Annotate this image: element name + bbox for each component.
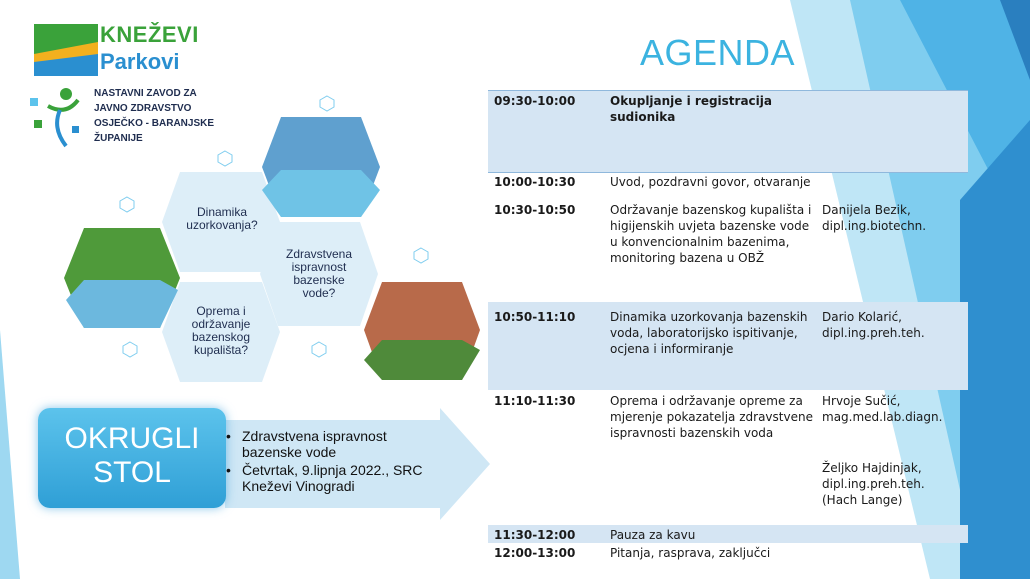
topic-cell: Uvod, pozdravni govor, otvaranje (610, 175, 811, 189)
event-details (226, 428, 431, 496)
institute-name (94, 86, 244, 146)
bullet-date-location: • Četvrtak, 9.lipnja 2022., SRC Kneževi Vinogradi (226, 462, 431, 494)
row-divider (488, 172, 968, 173)
logo-line1: KNEŽEVI (100, 22, 199, 47)
badge-line2: STOL (93, 456, 171, 489)
topic-cell: Pauza za kavu (610, 528, 696, 542)
time-cell: 10:30-10:50 (494, 203, 576, 217)
speaker-cell: Željko Hajdinjak, dipl.ing.preh.teh. (Hach Lange) (822, 461, 925, 507)
logo-line2: Parkovi (100, 49, 180, 74)
institute-line: NASTAVNI ZAVOD ZA (94, 88, 197, 99)
topic-cell: Dinamika uzorkovanja bazenskih voda, laboratorijsko ispitivanje, ocjena i informiranje (610, 310, 808, 356)
time-cell: 10:50-11:10 (494, 310, 576, 324)
badge-line1: OKRUGLI (64, 422, 200, 455)
topic-cell: Okupljanje i registracija sudionika (610, 94, 772, 124)
hex-label-oprema: Oprema i održavanje bazenskog kupališta? (191, 304, 251, 357)
topic-cell: Oprema i održavanje opreme za mjerenje pokazatelja zdravstvene ispravnosti bazenskih voda (610, 394, 813, 440)
agenda-title: AGENDA (640, 32, 796, 73)
hex-label-dinamika: Dinamika uzorkovanja? (186, 205, 258, 232)
topic-cell: Održavanje bazenskog kupališta i higijenskih uvjeta bazenske vode u konvencionalnim bazenima, monitoring bazena u OBŽ (610, 203, 812, 265)
knezevi-parkovi-logo (34, 22, 209, 78)
time-cell: 11:10-11:30 (494, 394, 576, 408)
institute-line: OSJEČKO - BARANJSKE (94, 118, 215, 129)
row-divider (488, 90, 968, 91)
speaker-cell: Dario Kolarić, dipl.ing.preh.teh. (822, 310, 925, 340)
institute-line: JAVNO ZDRAVSTVO (94, 103, 192, 114)
time-cell: 12:00-13:00 (494, 546, 576, 560)
topic-cell: Pitanja, rasprava, zaključci (610, 546, 771, 560)
logo-mark-icon (34, 24, 98, 76)
speaker-cell: Danijela Bezik, dipl.ing.biotechn. (822, 203, 927, 233)
time-cell: 09:30-10:00 (494, 94, 576, 108)
speaker-cell: Hrvoje Sučić, mag.med.lab.diagn. (822, 394, 943, 424)
bullet-topic: • Zdravstvena ispravnost bazenske vode (226, 428, 431, 460)
time-cell: 10:00-10:30 (494, 175, 576, 189)
okrugli-stol-badge (38, 408, 226, 508)
hex-label-zdravstvena: Zdravstvena ispravnost bazenske vode? (285, 247, 353, 300)
institute-line: ŽUPANIJE (94, 133, 143, 144)
person-icon (26, 86, 86, 150)
institute-logo (26, 86, 246, 150)
time-cell: 11:30-12:00 (494, 528, 576, 542)
